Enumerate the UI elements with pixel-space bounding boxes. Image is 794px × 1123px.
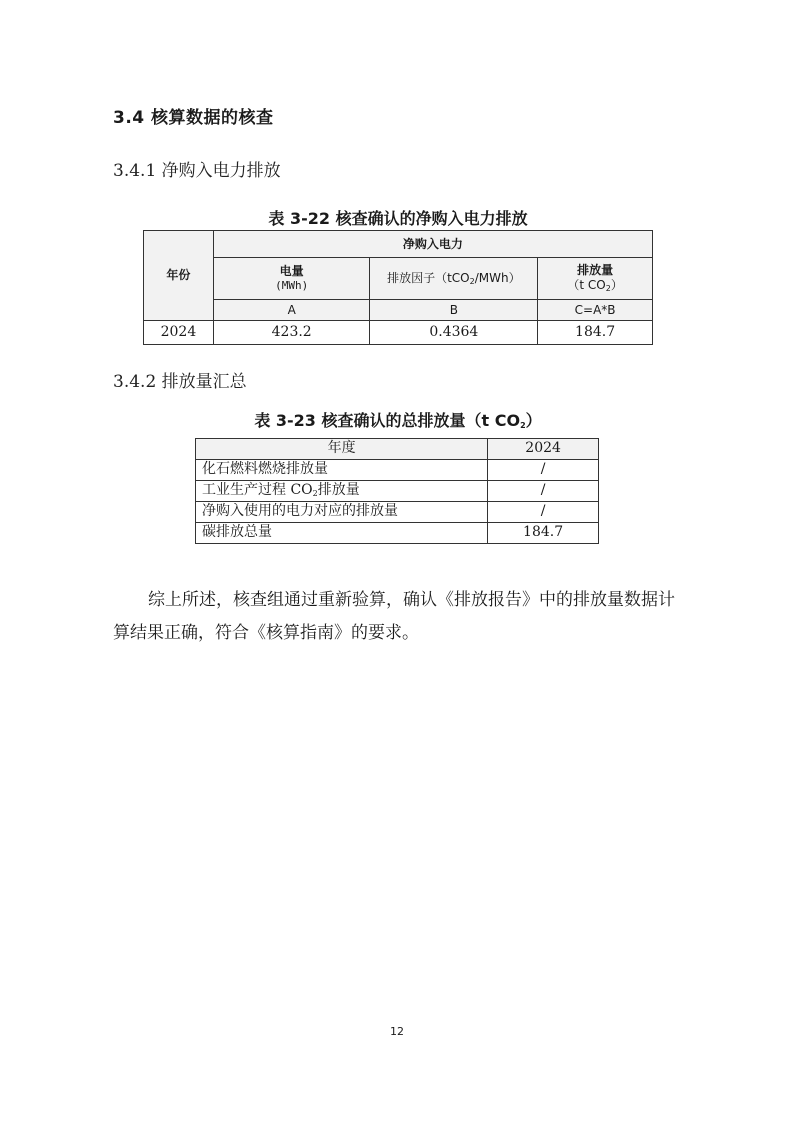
emission-amount-unit-end: ） [610, 278, 623, 292]
row-year: 2024 [144, 321, 214, 345]
table2-caption-text: 表 3-23 核查确认的总排放量（t CO [254, 411, 521, 430]
table2-caption [143, 408, 653, 431]
code-a: A [213, 300, 370, 321]
header-emission-amount [538, 258, 653, 300]
row-emission: 184.7 [538, 321, 653, 345]
header-year-label: 年度 [196, 439, 488, 460]
table-row [196, 523, 599, 544]
row-label [196, 481, 488, 502]
table-row [196, 481, 599, 502]
header-electricity-label: 电量 [279, 264, 304, 279]
page-number: 12 [390, 1025, 404, 1038]
row-label-end: 排放量 [317, 482, 360, 499]
emission-amount-label: 排放量 [577, 263, 614, 277]
subsection-heading-summary: 3.4.2 排放量汇总 [113, 372, 247, 392]
header-year-value: 2024 [488, 439, 599, 460]
emission-amount-unit: （t CO [567, 278, 606, 292]
header-emission-factor [370, 258, 538, 300]
row-label: 净购入使用的电力对应的排放量 [196, 502, 488, 523]
code-c: C=A*B [538, 300, 653, 321]
row-label: 化石燃料燃烧排放量 [196, 460, 488, 481]
row-electricity: 423.2 [213, 321, 370, 345]
table2-caption-end: ） [525, 411, 542, 430]
conclusion-text: 综上所述，核查组通过重新验算，确认《排放报告》中的排放量数据计算结果正确，符合《核算指南》的要求。 [113, 590, 675, 643]
row-label-text: 工业生产过程 CO [202, 482, 313, 499]
emission-factor-sub: 2 [469, 276, 475, 286]
header-net-electricity: 净购入电力 [213, 231, 652, 258]
table1-caption: 表 3-22 核查确认的净购入电力排放 [268, 209, 528, 228]
table-row [144, 321, 653, 345]
net-electricity-table [143, 230, 653, 345]
section-heading: 3.4 核算数据的核查 [113, 108, 274, 128]
header-year: 年份 [144, 231, 214, 321]
emission-factor-label: 排放因子（tCO [387, 270, 470, 285]
table-row [196, 460, 599, 481]
subsection-heading-net-electricity: 3.4.1 净购入电力排放 [113, 161, 281, 181]
row-value: 184.7 [488, 523, 599, 544]
table-row [196, 502, 599, 523]
row-label: 碳排放总量 [196, 523, 488, 544]
emission-amount-sub: 2 [605, 284, 611, 293]
conclusion-paragraph [113, 584, 683, 650]
row-value: / [488, 460, 599, 481]
row-label-sub: 2 [312, 489, 318, 499]
row-value: / [488, 481, 599, 502]
emission-factor-unit: /MWh） [474, 270, 521, 285]
header-electricity-amount [213, 258, 370, 300]
code-b: B [370, 300, 538, 321]
row-factor: 0.4364 [370, 321, 538, 345]
header-electricity-unit: (MWh) [275, 279, 309, 293]
table2-caption-sub: 2 [520, 421, 526, 430]
row-value: / [488, 502, 599, 523]
total-emission-table [195, 438, 599, 544]
